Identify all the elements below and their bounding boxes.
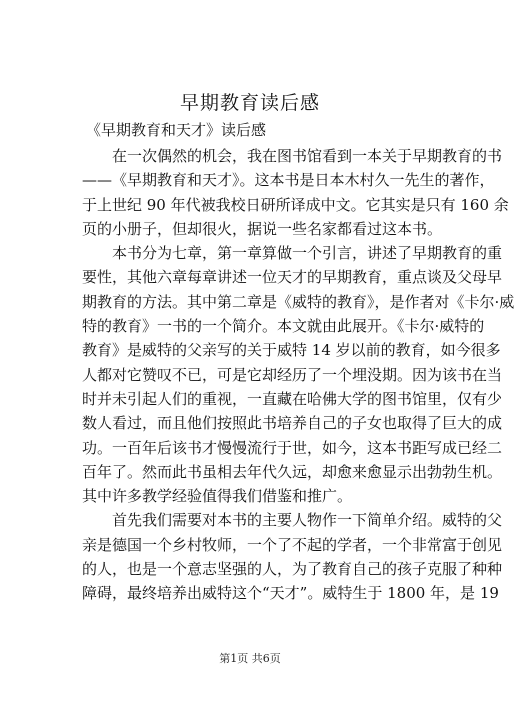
text-line: 功。一百年后该书才慢慢流行于世，如今，这本书距写成已经二 [82, 438, 503, 457]
text-line: 障碍，最终培养出威特这个“天才”。威特生于 1800 年，是 19 [82, 584, 499, 603]
body-text [82, 144, 514, 606]
text-line: 首先我们需要对本书的主要人物作一下简单介绍。威特的父 [112, 511, 503, 530]
text-line: 其中许多教学经验值得我们借鉴和推广。 [82, 487, 353, 506]
text-line: 的人，也是一个意志坚强的人，为了教育自己的孩子克服了种种 [82, 560, 503, 579]
text-line: 要性，其他六章每章讲述一位天才的早期教育，重点谈及父母早 [82, 268, 503, 287]
text-line: 特的教育》一书的一个简介。本文就由此展开。《卡尔·威特的 [82, 317, 485, 336]
text-line: 时并未引起人们的重视，一直藏在哈佛大学的图书馆里，仅有少 [82, 389, 503, 408]
subtitle: 《早期教育和天才》读后感 [86, 121, 267, 139]
page-title: 早期教育读后感 [179, 92, 320, 114]
text-line: 教育》是威特的父亲写的关于威特 14 岁以前的教育，如今很多 [82, 341, 501, 360]
text-line: 数人看过，而且他们按照此书培养自己的子女也取得了巨大的成 [82, 414, 503, 433]
text-line: 亲是德国一个乡村牧师，一个了不起的学者，一个非常富于创见 [82, 535, 503, 554]
text-line: 在一次偶然的机会，我在图书馆看到一本关于早期教育的书 [112, 147, 503, 165]
text-line: 人都对它赞叹不已，可是它却经历了一个埋没期。因为该书在当 [82, 365, 503, 384]
text-line: 页的小册子，但却很火，据说一些名家都看过这本书。 [82, 219, 443, 238]
text-line: 于上世纪 90 年代被我校日研所译成中文。它其实是只有 160 余 [82, 195, 509, 214]
text-line: ——《早期教育和天才》。这本书是日本木村久一先生的著作， [82, 171, 495, 190]
text-line: 百年了。然而此书虽相去年代久远，却愈来愈显示出勃勃生机。 [82, 462, 503, 481]
page-footer: 第1页 共6页 [219, 652, 281, 665]
text-line: 期教育的方法。其中第二章是《威特的教育》，是作者对《卡尔·威 [82, 292, 514, 311]
text-line: 本书分为七章，第一章算做一个引言，讲述了早期教育的重 [112, 244, 503, 263]
